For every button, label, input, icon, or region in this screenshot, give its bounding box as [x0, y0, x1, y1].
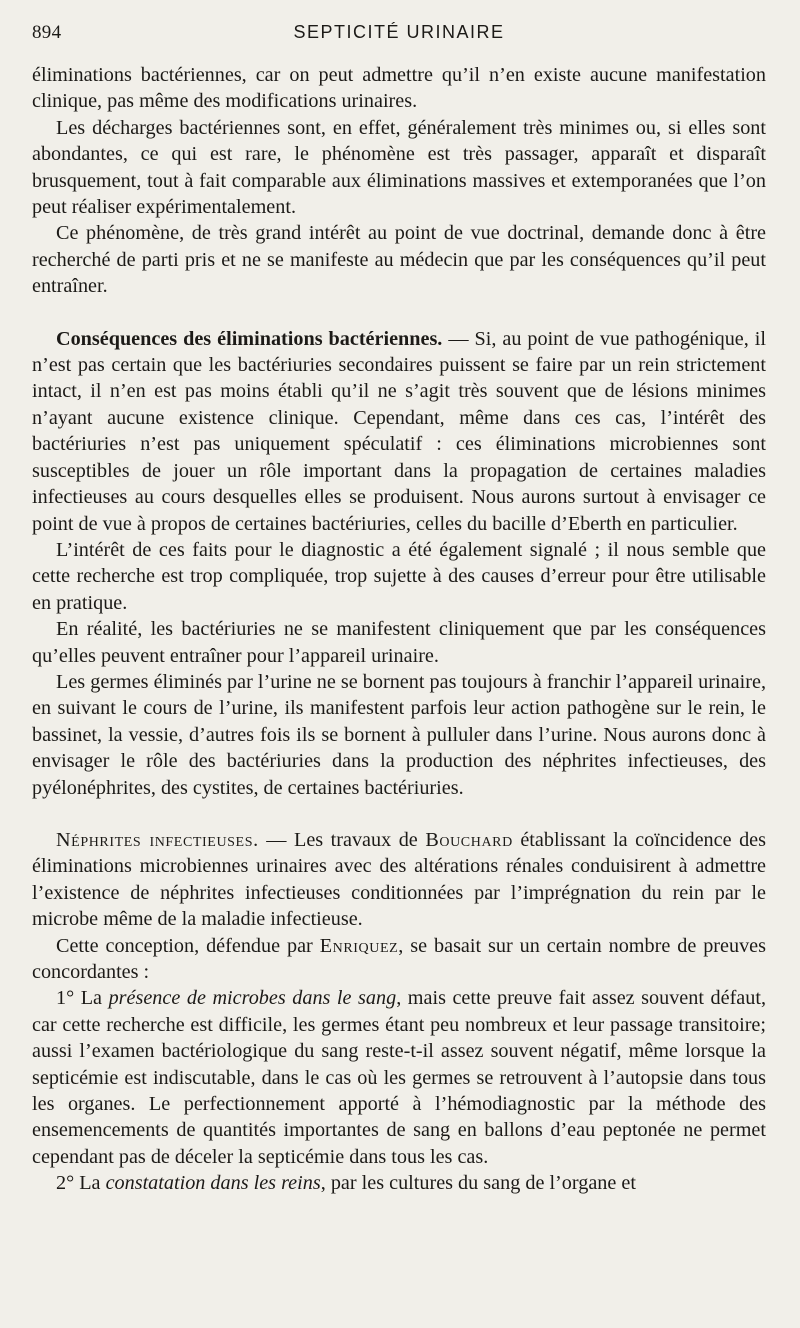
paragraph-phenomenon: Ce phénomène, de très grand intérêt au point de vue doctrinal, demande donc à être recherché de parti pris et ne se manifeste au médecin que par les conséquences qu’il peut entraîner.	[32, 222, 766, 298]
paragraph-germs: Les germes éliminés par l’urine ne se bornent pas toujours à franchir l’appareil urinaire, en suivant le cours de l’urine, ils manifestent parfois leur action pathogène sur le rein, le bassinet, la vessie, d’autres fois ils se bornent à pulluler dans l’urine. Nous aurons donc à envisager le rôle des bactériuries dans la production des néphrites infectieuses, des pyélonéphrites, des cystites, de certaines bactériuries.	[32, 670, 766, 799]
paragraph-reality: En réalité, les bactériuries ne se manifestent cliniquement que par les conséquences qu’elles peuvent entraîner pour l’appareil urinaire.	[32, 618, 766, 667]
paragraph-bacterial-discharges: Les décharges bactériennes sont, en effet, généralement très minimes ou, si elles sont abondantes, ce qui est rare, le phénomène est très passager, apparaît et disparaît brusquement, tout à fait comparable aux éliminations massives et extemporanées que l’on peut réaliser expérimentalement.	[32, 116, 766, 219]
paragraph-nephrites-text-b: établissant la coïncidence des éliminations microbiennes urinaires avec des altérations rénales conduisirent à admettre l’existence de néphrites infectieuses conditionnées par l’imprégnation du rein par le microbe même de la maladie infectieuse.	[32, 828, 767, 931]
paragraph-conception	[32, 933, 766, 986]
list-item-1-number: 1° La	[56, 987, 109, 1010]
paragraph-nephrites	[32, 827, 766, 933]
section-heading-consequences: Conséquences des éliminations bactériennes.	[56, 327, 443, 350]
running-head	[32, 22, 766, 54]
paragraph-continuation: éliminations bactériennes, car on peut admettre qu’il n’en existe aucune manifestation clinique, pas même des modifications urinaires.	[32, 64, 766, 113]
list-item-1	[32, 985, 766, 1170]
body-text	[32, 62, 766, 1197]
list-item-2-number: 2° La	[56, 1172, 106, 1195]
list-item-1-italic: présence de microbes dans le sang	[108, 987, 397, 1010]
paragraph-consequences	[32, 326, 766, 537]
author-name-bouchard: Bouchard	[425, 828, 513, 851]
paragraph-diagnostic: L’intérêt de ces faits pour le diagnostic a été également signalé ; il nous semble que cette recherche est trop compliquée, trop sujette à des causes d’erreur pour être utilisable en pratique.	[32, 538, 766, 614]
paragraph-conception-text-a: Cette conception, défendue par	[56, 934, 320, 957]
list-item-2	[32, 1170, 766, 1196]
list-item-2-body: , par les cultures du sang de l’organe et	[320, 1172, 636, 1195]
running-title: SEPTICITÉ URINAIRE	[293, 22, 505, 42]
paragraph-consequences-body: — Si, au point de vue pathogénique, il n’est pas certain que les bactériuries secondaires puissent se faire par un rein strictement intact, il n’en est pas moins établi qu’il ne s’agit très souvent que de lésions minimes n’ayant aucune existence clinique. Cependant, même dans ces cas, l’intérêt des bactériuries n’est pas uniquement spéculatif : ces éliminations microbiennes sont susceptibles de jouer un rôle important dans la propagation de certaines maladies infectieuses au cours desquelles elles se produisent. Nous aurons surtout à envisager ce point de vue à propos de certaines bactériuries, celles du bacille d’Eberth en particulier.	[32, 327, 767, 535]
paragraph-nephrites-text-a: — Les travaux de	[258, 828, 426, 851]
section-heading-nephrites: Néphrites infectieuses.	[56, 828, 259, 851]
page-number: 894	[32, 22, 62, 43]
paragraph-conception-text-b: , se basait sur un certain nombre de preuves concordantes :	[32, 934, 766, 983]
author-name-enriquez: Enriquez	[319, 934, 399, 957]
list-item-2-italic: constatation dans les reins	[105, 1172, 321, 1195]
list-item-1-body: , mais cette preuve fait assez souvent défaut, car cette recherche est difficile, les germes étant peu nombreux et leur passage transitoire; aussi l’examen bactériologique du sang reste-t-il assez souvent négatif, même lorsque la septicémie est indiscutable, dans le cas où les germes se retrouvent à l’autopsie dans tous les organes. Le perfectionnement apporté à l’hémodiagnostic par la méthode des ensemencements de quantités importantes de sang en ballons d’eau peptonée ne permet cependant pas de déceler la septicémie dans tous les cas.	[32, 987, 766, 1168]
